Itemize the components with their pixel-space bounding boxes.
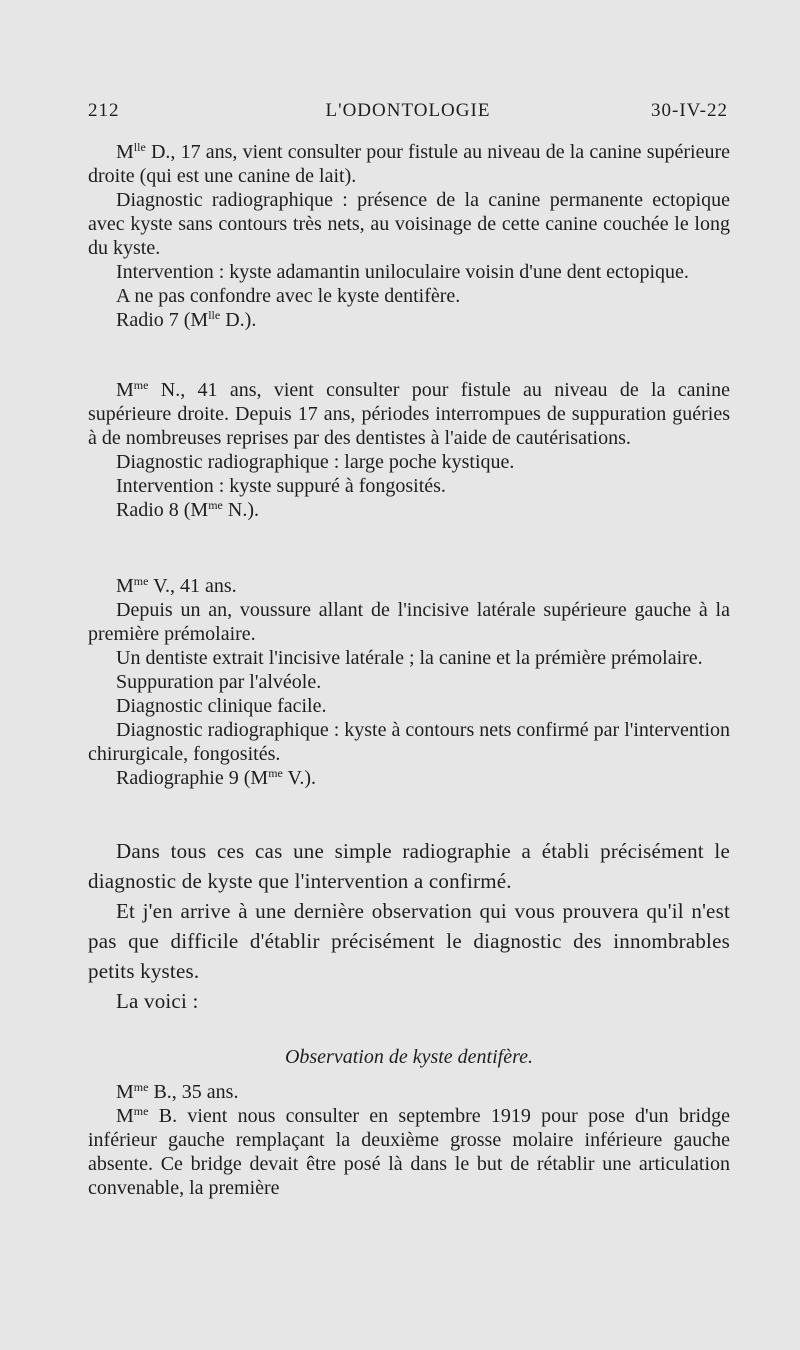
observation-block xyxy=(88,1044,730,1200)
summary-paragraph-1: Dans tous ces cas une simple radiographie a établi précisément le diagnostic de kyste que l'intervention a confirmé. xyxy=(88,839,730,893)
case-v-radio: Radiographie 9 ($M^{me}$ V.). xyxy=(116,766,317,789)
case-d-intervention: Intervention : kyste adamantin uniloculaire voisin d'une dent ectopique. xyxy=(116,261,689,283)
summary-block xyxy=(88,836,730,1016)
summary-paragraph-2: Et j'en arrive à une dernière observation qui vous prouvera qu'il n'est pas que difficile d'établir précisément le diagnostic des innombrables petits kystes. xyxy=(88,899,730,983)
case-v-history: Depuis un an, voussure allant de l'incisive latérale supérieure gauche à la première prémolaire. xyxy=(88,599,730,645)
case-v-clinical: Diagnostic clinique facile. xyxy=(116,695,327,717)
case-n-intro: $M^{me}$ N., 41 ans, vient consulter pour fistule au niveau de la canine supérieure droite. Depuis 17 ans, périodes interrompues de suppuration guéries à de nombreuses reprises par des dentistes à l'aide de cautérisations. xyxy=(88,378,730,449)
case-v-suppuration: Suppuration par l'alvéole. xyxy=(116,671,322,693)
case-d-block xyxy=(88,140,730,332)
case-d-note: A ne pas confondre avec le kyste dentifère. xyxy=(116,285,461,307)
case-n-diagnostic: Diagnostic radiographique : large poche kystique. xyxy=(116,451,515,473)
case-d-radio: Radio 7 ($M^{lle}$ D.). xyxy=(116,308,257,331)
case-d-intro: $M^{lle}$ D., 17 ans, vient consulter pour fistule au niveau de la canine supérieure droite (qui est une canine de lait). xyxy=(88,140,730,187)
case-n-radio: Radio 8 ($M^{me}$ N.). xyxy=(116,498,259,521)
case-d-diagnostic: Diagnostic radiographique : présence de la canine permanente ectopique avec kyste sans contours très nets, au voisinage de cette canine couchée le long du kyste. xyxy=(88,189,730,259)
observation-heading: Observation de kyste dentifère. xyxy=(284,1046,534,1068)
running-header xyxy=(88,100,728,124)
summary-paragraph-3: La voici : xyxy=(116,989,199,1013)
case-v-diagnostic: Diagnostic radiographique : kyste à contours nets confirmé par l'intervention chirurgicale, fongosités. xyxy=(88,719,730,765)
case-v-intro: $M^{me}$ V., 41 ans. xyxy=(116,574,237,597)
observation-text: $M^{me}$ B. vient nous consulter en septembre 1919 pour pose d'un bridge inférieur gauche remplaçant la deuxième grosse molaire inférieure gauche absente. Ce bridge devait être posé là dans le but de rétablir une articulation convenable, la première xyxy=(88,1104,730,1199)
issue-date: 30-IV-22 xyxy=(651,100,728,121)
page-number: 212 xyxy=(88,100,120,121)
case-n-intervention: Intervention : kyste suppuré à fongosités. xyxy=(116,475,446,497)
case-v-extraction: Un dentiste extrait l'incisive latérale ; la canine et la prémière prémolaire. xyxy=(116,647,703,669)
case-n-block xyxy=(88,378,730,522)
case-v-block xyxy=(88,574,730,790)
observation-patient: $M^{me}$ B., 35 ans. xyxy=(116,1080,239,1103)
journal-title: L'ODONTOLOGIE xyxy=(325,100,491,121)
